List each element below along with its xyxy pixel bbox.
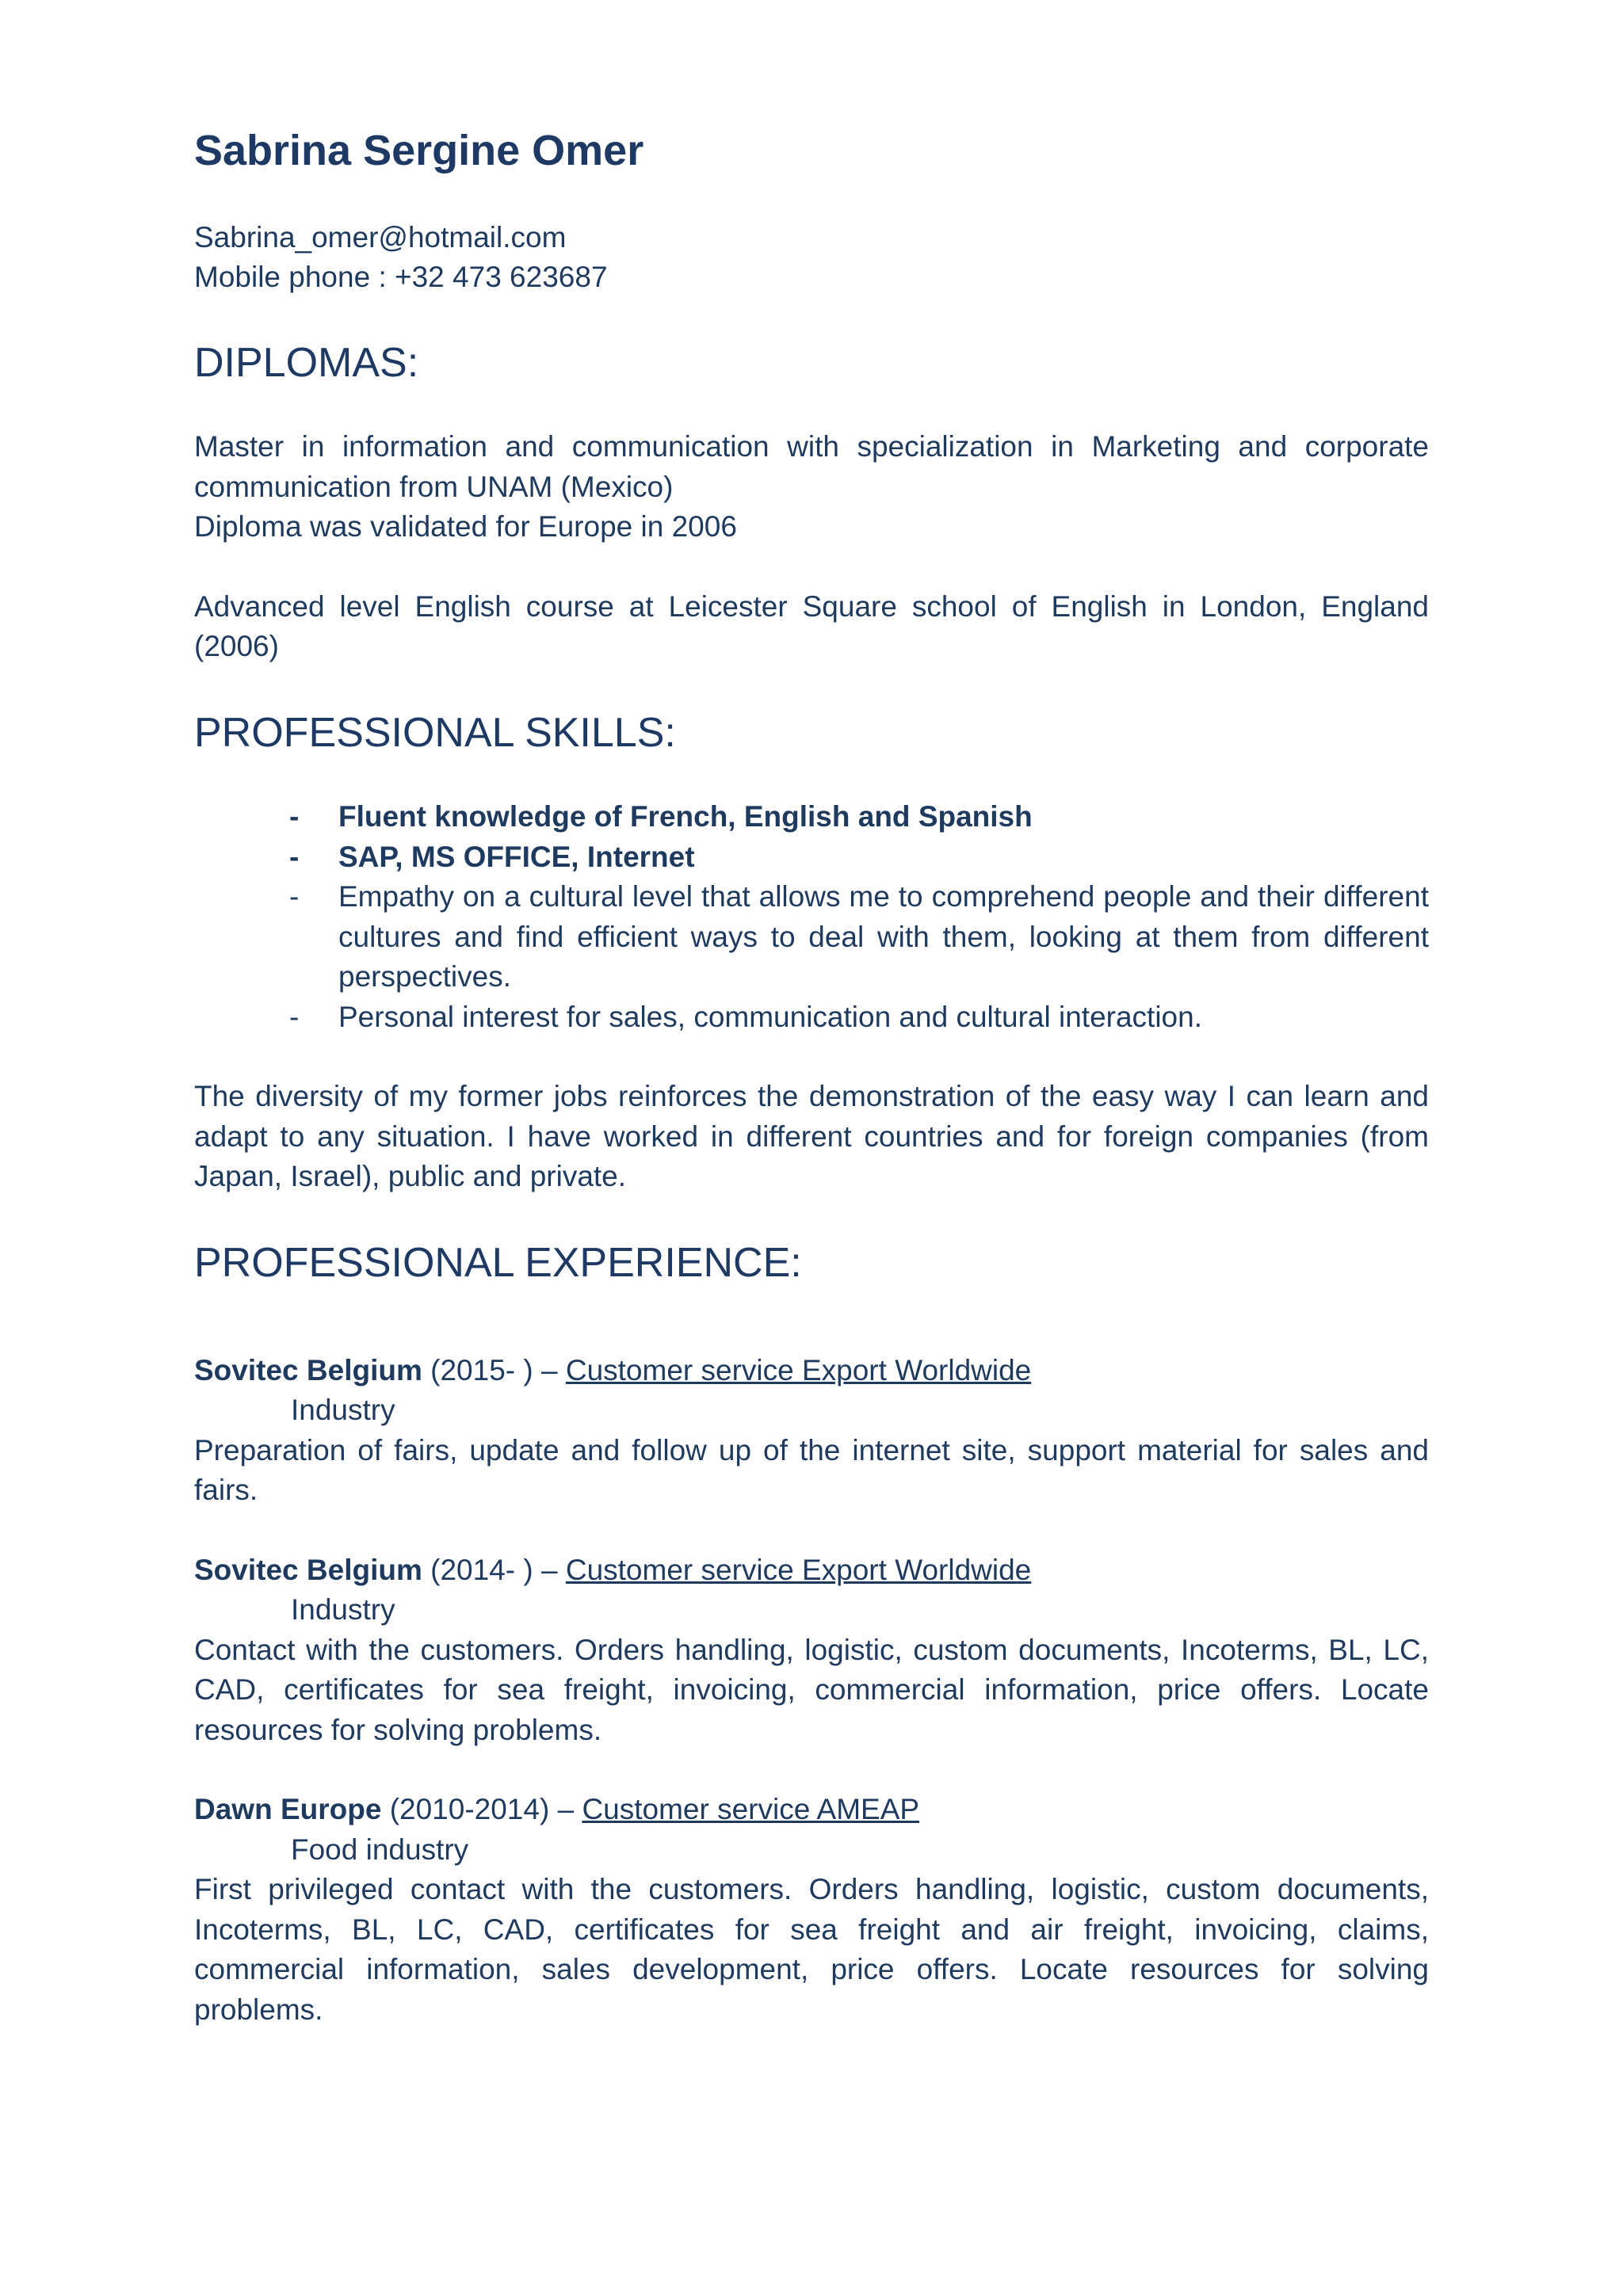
job-role: Customer service Export Worldwide	[565, 1353, 1032, 1386]
email-text: Sabrina_omer@hotmail.com	[194, 220, 567, 254]
job-entry	[194, 1550, 1429, 1751]
job-company: Sovitec Belgium	[194, 1353, 422, 1386]
skill-item: - Fluent knowledge of French, English and Spanish	[289, 797, 1429, 837]
experience-heading: PROFESSIONAL EXPERIENCE:	[194, 1239, 802, 1286]
spacer	[194, 1327, 1429, 1351]
job-description: First privileged contact with the customers. Orders handling, logistic, custom documents, Incoterms, BL, LC, CAD, certificates for sea freight and air freight, invoicing, claims, commercial information, sales development, price offers. Locate resources for solving problems.	[194, 1873, 1429, 2026]
skill-item: - SAP, MS OFFICE, Internet	[289, 837, 1429, 878]
skills-list	[194, 797, 1429, 1037]
phone-text: Mobile phone : +32 473 623687	[194, 260, 608, 293]
job-company: Sovitec Belgium	[194, 1553, 422, 1586]
spacer	[194, 547, 1429, 587]
job-period: (2015- ) –	[422, 1353, 566, 1386]
spacer	[194, 1511, 1429, 1550]
job-period: (2010-2014) –	[381, 1793, 582, 1826]
job-entry	[194, 1790, 1429, 2030]
job-role: Customer service Export Worldwide	[565, 1553, 1032, 1586]
spacer	[194, 1037, 1429, 1077]
job-sector: Food industry	[291, 1833, 469, 1866]
skills-summary: The diversity of my former jobs reinforces the demonstration of the easy way I can learn and adapt to any situation. I have worked in different countries and for foreign companies (from Japan, Israel), public and private.	[194, 1080, 1429, 1193]
skill-item: - Personal interest for sales, communication and cultural interaction.	[289, 997, 1429, 1038]
skill-item: - Empathy on a cultural level that allows me to comprehend people and their different cultures and find efficient ways to deal with them, looking at them from different perspectives.	[289, 877, 1429, 997]
job-description: Contact with the customers. Orders handling, logistic, custom documents, Incoterms, BL, LC, CAD, certificates for sea freight, invoicing, commercial information, price offers. Locate resources for solving problems.	[194, 1633, 1429, 1746]
diploma-validation: Diploma was validated for Europe in 2006	[194, 510, 737, 543]
job-header	[194, 1351, 1429, 1391]
contact-block	[194, 218, 1429, 297]
job-header	[194, 1550, 1429, 1591]
skills-heading: PROFESSIONAL SKILLS:	[194, 709, 676, 756]
job-sector: Industry	[291, 1593, 395, 1627]
diploma-english-course: Advanced level English course at Leicester Square school of English in London, England (2006)	[194, 589, 1429, 663]
diplomas-heading: DIPLOMAS:	[194, 339, 419, 386]
job-entry	[194, 1351, 1429, 1511]
job-description: Preparation of fairs, update and follow up of the internet site, support material for sales and fairs.	[194, 1433, 1429, 1507]
job-period: (2014- ) –	[422, 1553, 566, 1586]
job-company: Dawn Europe	[194, 1793, 382, 1826]
diploma-master: Master in information and communication with specialization in Marketing and corporate communication from UNAM (Mexico)	[194, 430, 1429, 503]
job-sector: Industry	[291, 1394, 395, 1427]
job-header	[194, 1790, 1429, 1830]
spacer	[194, 1750, 1429, 1790]
candidate-name: Sabrina Sergine Omer	[194, 127, 644, 174]
job-role: Customer service AMEAP	[582, 1793, 920, 1826]
